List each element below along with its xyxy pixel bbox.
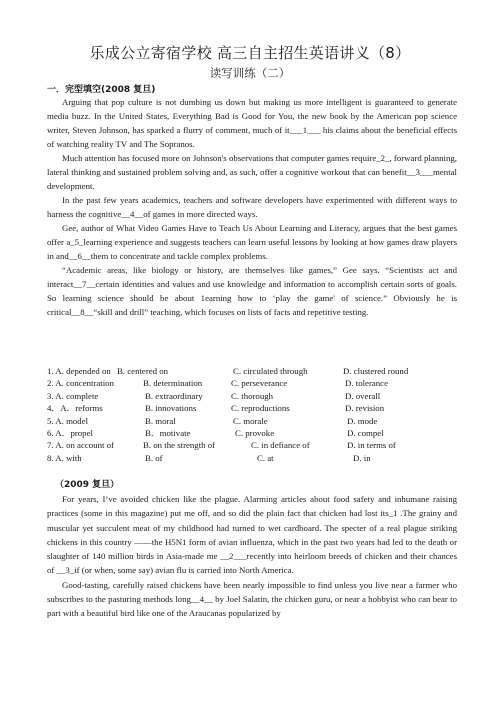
option-a: 5. A. model (47, 415, 89, 426)
option-a: 2. A. concentration (47, 378, 114, 389)
option-d: D. revision (345, 403, 385, 414)
options-list (47, 365, 467, 464)
option-b: B. centered on (117, 366, 169, 376)
option-a: 4．A．reforms (47, 403, 103, 414)
passage-1 (47, 95, 457, 319)
option-b: B. extraordinary (145, 390, 203, 401)
option-row (47, 402, 467, 414)
option-row (47, 439, 467, 451)
option-c: C. in defiance of (251, 440, 310, 451)
paragraph: For years, I’ve avoided chicken like the plague. Alarming articles about food safety and inhumane raising practices (some in this magazine) put me off, and so did the plain fact that chicken had lost its_1 .The grainy and muscular yet succulent meat of my childhood had turned to wet cardboard. The specter of a real plague striking chickens in this country ——the H5N1 form of avian influenza, which in the past two years had led to the death or slaughter of 140 million birds in Asia-made me __2___recently into heirloom breeds of chicken and their chances of __3_if (or when, some say) avian flu is carried into North America. (47, 494, 457, 576)
section-heading-2009: （2009 复旦） (55, 480, 120, 490)
paragraph: “Academic areas, like biology or history, are themselves like games,” Gee says. “Scientists act and interact__7__certain identities and values and use knowledge and information to accomplish certain sorts of goals. So learning science should be about 1earning how to ‘play the game' of science.” Obviously he is critical__8__“skill and drill” teaching, which focuses on lists of facts and repetitive testing. (47, 265, 457, 317)
option-c: C. perseverance (231, 378, 288, 389)
option-b: B. of (145, 452, 163, 463)
option-d: D. clustered round (343, 366, 409, 376)
option-a: 7. A. on account of (47, 440, 114, 451)
paragraph: In the past few years academics, teachers and software developers have experimented with different ways to harness the cognitive__4__of games in more directed ways. (47, 195, 457, 219)
option-c: C. reproductions (231, 403, 290, 414)
option-d: D. in (353, 452, 371, 463)
option-c: C. at (257, 452, 274, 463)
option-row (47, 365, 467, 377)
option-d: D. tolerance (345, 378, 388, 389)
page-title: 乐成公立寄宿学校 高三自主招生英语讲义（8） (89, 44, 411, 62)
option-b: B. determination (143, 378, 203, 389)
option-d: D. overall (345, 390, 381, 401)
paragraph: Gee, author of What Video Games Have to Teach Us About Learning and Literacy, argues that the best games offer a_5_learning experience and suggests teachers can learn useful lessons by looking at how games draw players in and__6__them to concentrate and tackle complex problems. (47, 223, 457, 261)
passage-2 (47, 492, 457, 621)
option-b: B. innovations (145, 403, 197, 414)
option-d: D. compel (347, 427, 384, 438)
page-subtitle: 读写训练（二） (209, 66, 291, 80)
paragraph: Much attention has focused more on Johnson's observations that computer games require_2_, forward planning, lateral thinking and sustained problem solving and, as such, offer a cognitive workout that can benefit__3___mental development. (47, 153, 457, 191)
option-a: 6. A．propel (47, 427, 93, 438)
paragraph: Arguing that pop culture is not dumbing us down but making us more intelligent is guaranteed to generate media buzz. In the United States, Everything Bad is Good for You, the new book by the American pop science writer, Steven Johnson, has sparked a flurry of comment, much of it___1___ his claims about the beneficial effects of watching reality TV and The Sopranos. (47, 97, 457, 149)
option-row (47, 452, 467, 464)
option-row (47, 427, 467, 439)
option-d: D. in terms of (347, 440, 396, 451)
option-b: B. moral (145, 415, 176, 426)
option-c: C. circulated through (233, 366, 308, 376)
option-row (47, 415, 467, 427)
option-c: C. morale (233, 415, 268, 426)
option-c: C. thorough (231, 390, 274, 401)
option-a: 3. A. complete (47, 390, 99, 401)
option-a: 1. A. depended on (47, 366, 111, 376)
option-row (47, 377, 467, 389)
option-b: B．motivate (145, 427, 191, 438)
option-d: D. mode (347, 415, 378, 426)
option-a: 8. A. with (47, 452, 82, 463)
option-row (47, 390, 467, 402)
section-heading-cloze: 一．完型填空(2008 复旦) (47, 85, 156, 95)
option-b: B. on the strength of (143, 440, 216, 451)
option-c: C. provoke (235, 427, 275, 438)
paragraph: Good-tasting, carefully raised chickens have been nearly impossible to find unless you live near a farmer who subscribes to the pasturing methods long__4__ by Joel Salatin, the chicken guru, or near a hobbyist who can bear to part with a beautiful bird like one of the Araucanas popularized by (47, 579, 457, 619)
